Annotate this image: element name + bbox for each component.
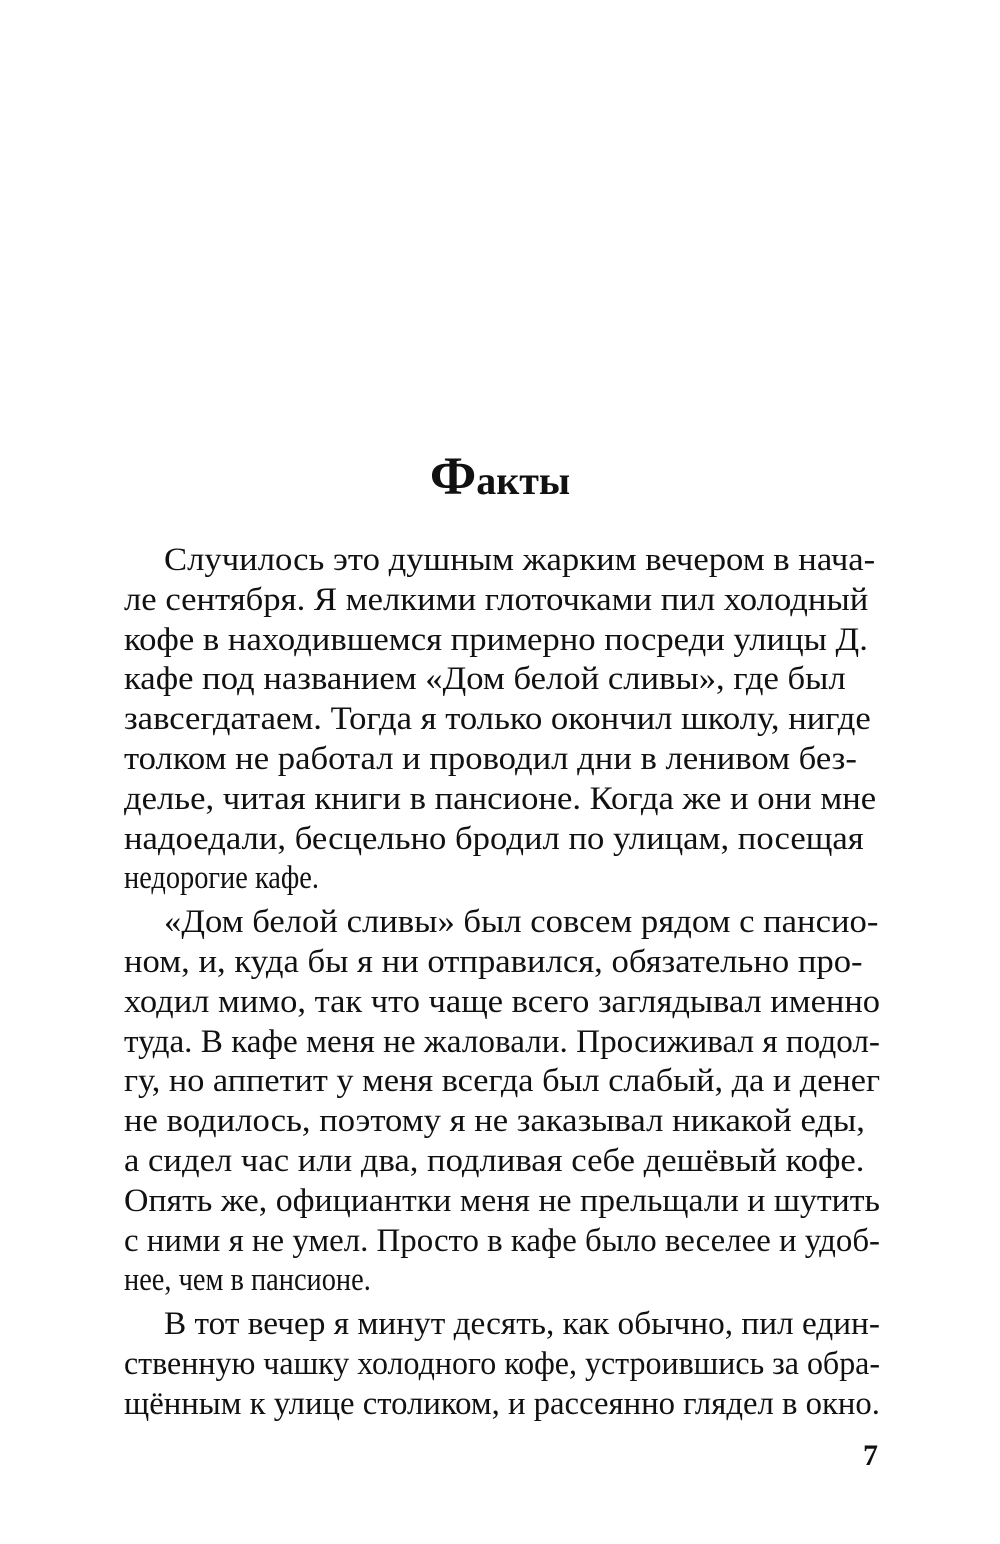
text-line: [124, 1385, 880, 1425]
paragraph: [124, 903, 880, 1301]
body-text: [124, 541, 880, 1425]
line-text: нее, чем в пансионе.: [124, 1262, 371, 1299]
line-text: кофе в находившемся примерно посреди улицы Д.: [124, 621, 868, 658]
text-line: [124, 1102, 880, 1142]
line-text: недорогие кафе.: [124, 860, 319, 897]
text-line: [124, 903, 880, 943]
text-line: [124, 859, 880, 899]
line-text: В тот вечер я минут десять, как обычно, пил един-: [164, 1306, 880, 1343]
chapter-title-rest: акты: [476, 458, 571, 503]
line-text: Опять же, официантки меня не прельщали и шутить: [124, 1182, 880, 1219]
text-line: [124, 740, 880, 780]
line-text: кафе под названием «Дом белой сливы», где был: [124, 661, 846, 698]
line-text: «Дом белой сливы» был совсем рядом с пансио-: [164, 904, 879, 941]
chapter-title-initial: Ф: [429, 446, 477, 506]
text-line: [124, 700, 880, 740]
text-line: [124, 1142, 880, 1182]
line-text: не водилось, поэтому я не заказывал никакой еды,: [124, 1103, 865, 1140]
page-number: 7: [863, 1439, 878, 1472]
line-text: Случилось это душным жарким вечером в нача-: [164, 542, 876, 578]
text-line: [124, 1023, 880, 1063]
chapter-title: [0, 446, 1000, 511]
line-text: ходил мимо, так что чаще всего заглядывал именно: [124, 983, 881, 1020]
line-text: ле сентября. Я мелкими глоточками пил холодный: [124, 581, 869, 618]
line-text: а сидел час или два, подливая себе дешёвый кофе.: [124, 1142, 865, 1179]
paragraph: [124, 541, 880, 899]
text-line: [124, 1305, 880, 1345]
text-line: [124, 780, 880, 820]
line-text: ственную чашку холодного кофе, устроившись за обра-: [124, 1345, 881, 1382]
text-line: [124, 1222, 880, 1262]
text-line: [124, 1182, 880, 1222]
line-text: с ними я не умел. Просто в кафе было веселее и удоб-: [124, 1222, 881, 1259]
line-text: щённым к улице столиком, и рассеянно глядел в окно.: [124, 1385, 880, 1422]
paragraph: [124, 1305, 880, 1424]
line-text: надоедали, бесцельно бродил по улицам, посещая: [124, 820, 864, 857]
line-text: ном, и, куда бы я ни отправился, обязательно про-: [124, 943, 863, 980]
line-text: делье, читая книги в пансионе. Когда же и они мне: [124, 780, 877, 817]
line-text: толком не работал и проводил дни в ленивом без-: [124, 740, 857, 777]
line-text: гу, но аппетит у меня всегда был слабый, да и денег: [124, 1063, 881, 1100]
text-line: [124, 820, 880, 860]
text-line: [124, 660, 880, 700]
line-text: завсегдатаем. Тогда я только окончил школу, нигде: [124, 701, 871, 738]
text-line: [124, 541, 880, 581]
text-line: [124, 1345, 880, 1385]
text-line: [124, 1062, 880, 1102]
text-line: [124, 943, 880, 983]
text-line: [124, 1261, 880, 1301]
text-line: [124, 581, 880, 621]
text-line: [124, 621, 880, 661]
text-line: [124, 983, 880, 1023]
line-text: туда. В кафе меня не жаловали. Просиживал я подол-: [124, 1023, 880, 1060]
